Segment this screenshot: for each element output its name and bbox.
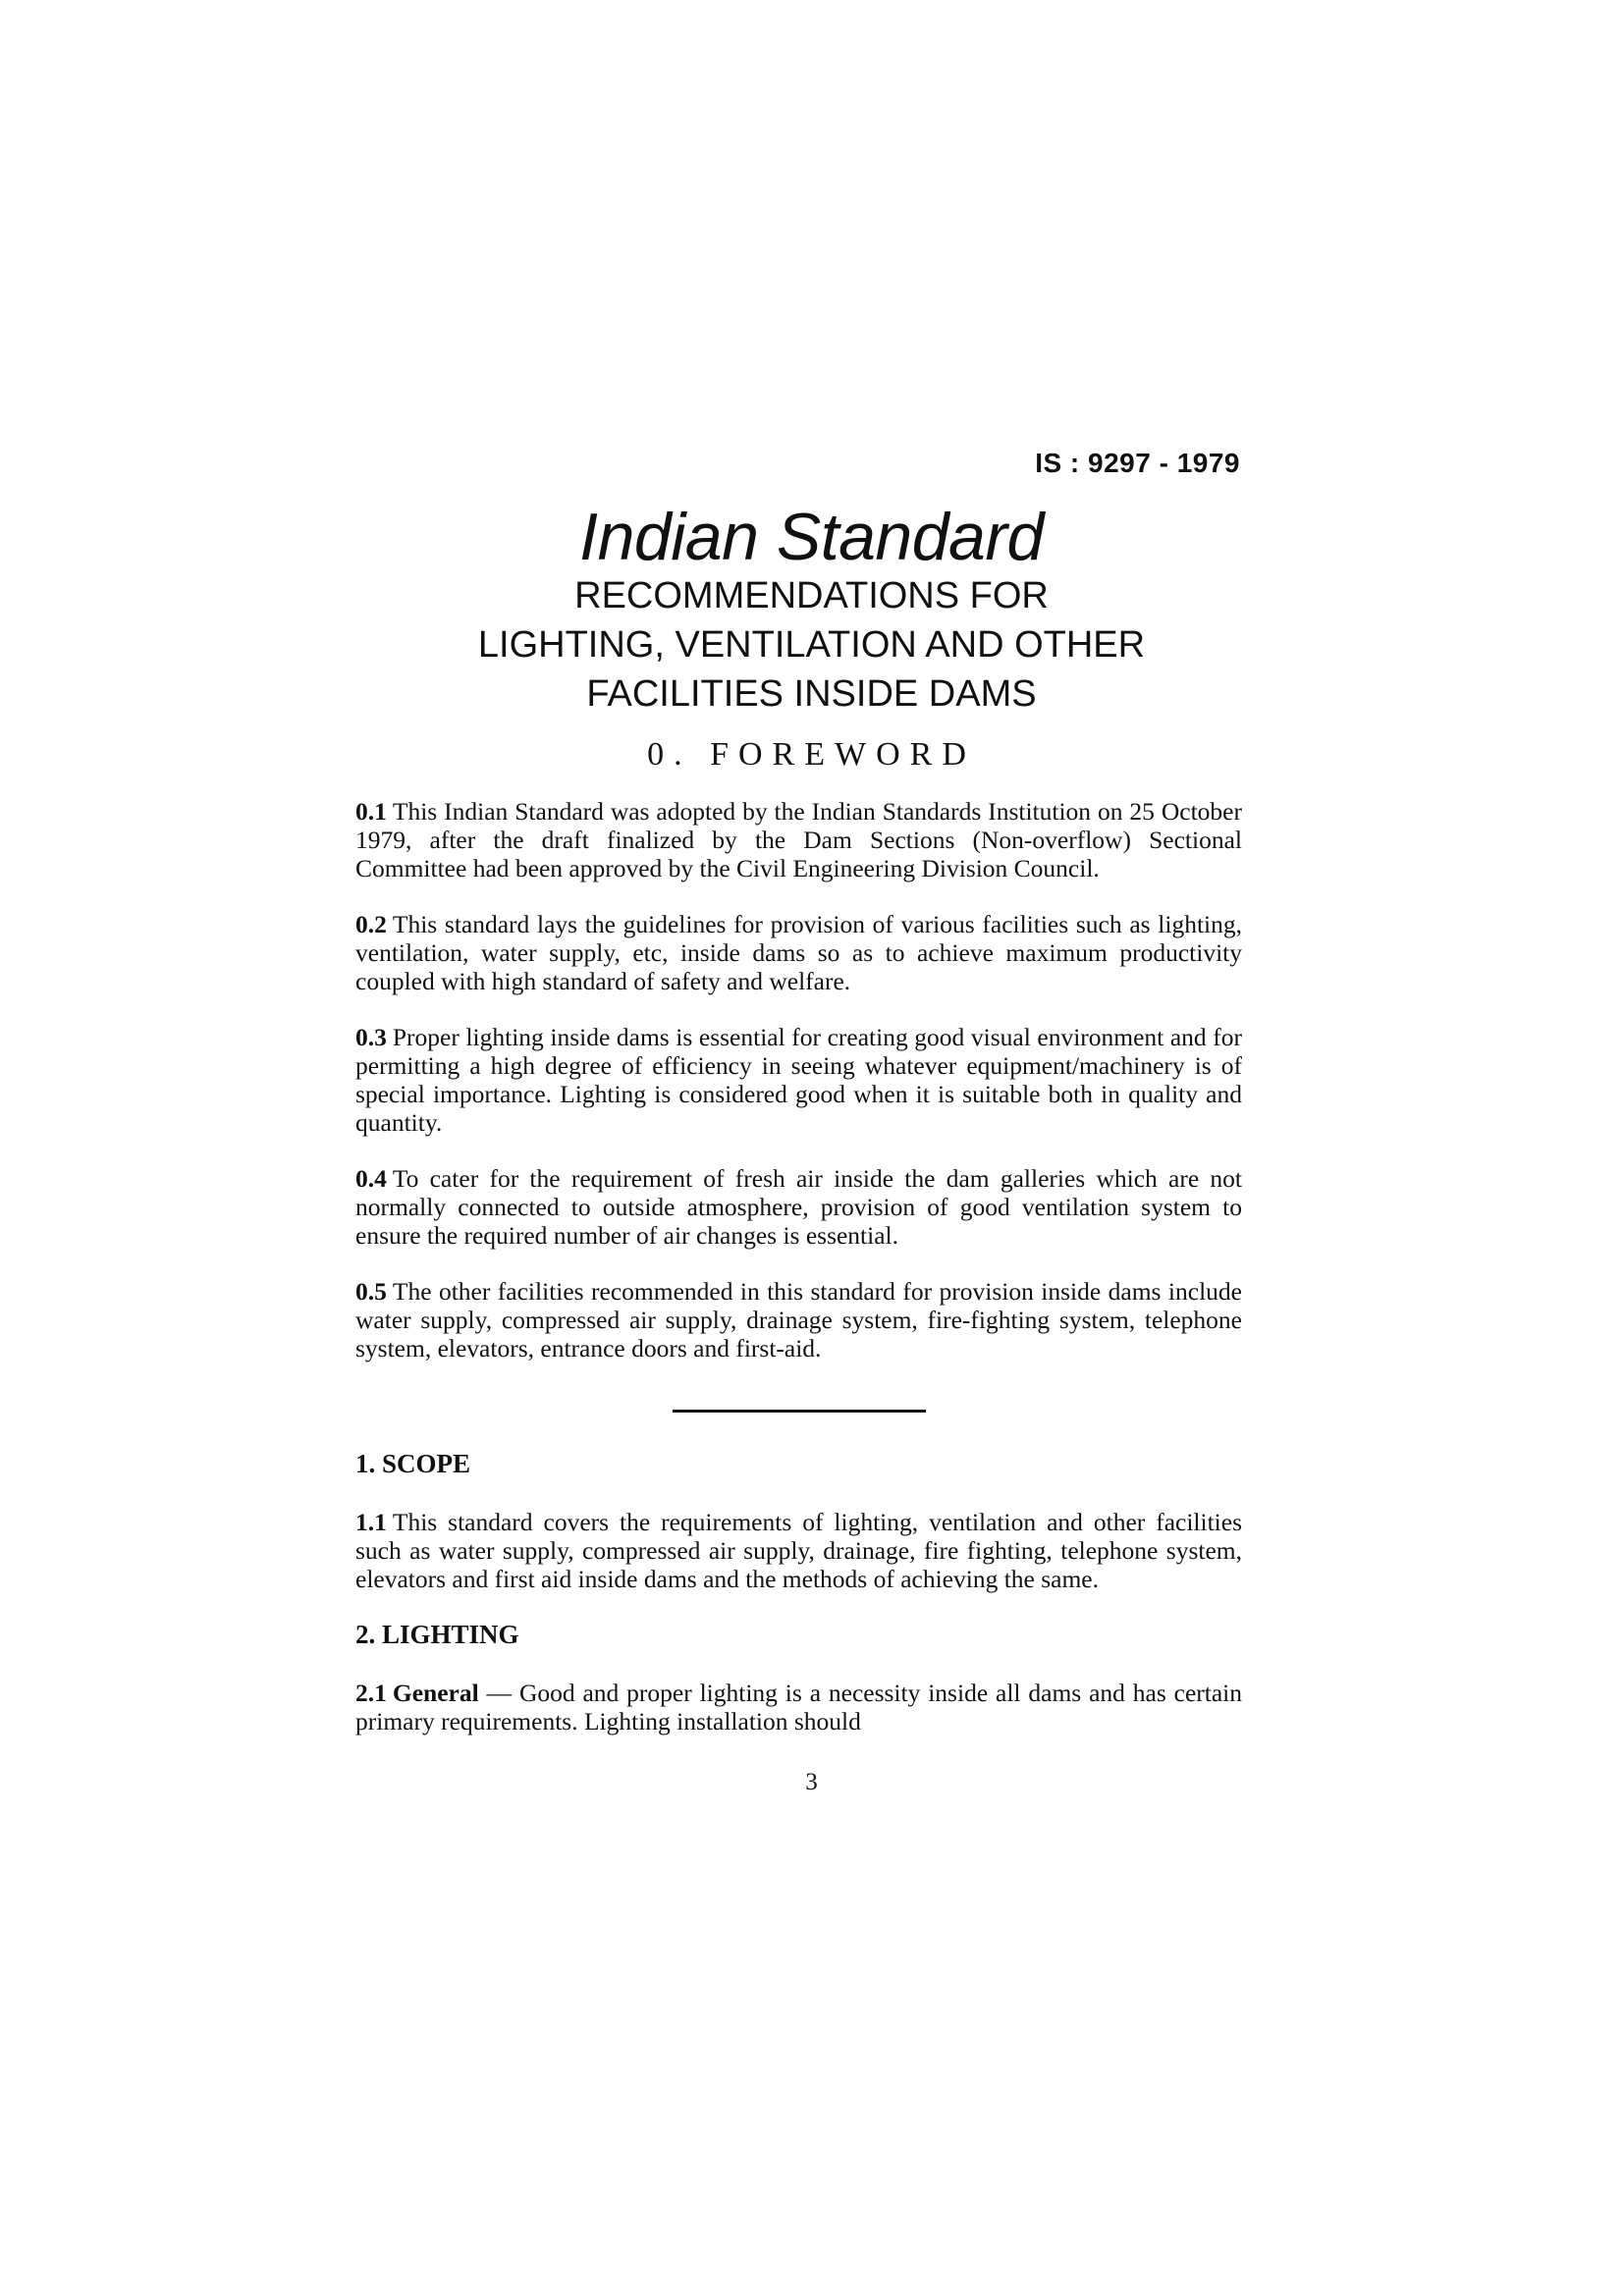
scope-paragraph xyxy=(355,1508,1242,1593)
section-divider xyxy=(673,1410,926,1413)
foreword-paragraph xyxy=(355,910,1242,995)
clause-number: 0.1 xyxy=(355,797,387,826)
clause-number: 2.1 xyxy=(355,1679,387,1707)
clause-number: 0.2 xyxy=(355,910,387,938)
foreword-paragraph xyxy=(355,1023,1242,1137)
foreword-paragraph xyxy=(355,797,1242,882)
brand-title: Indian Standard xyxy=(579,500,1044,574)
clause-number: 0.4 xyxy=(355,1164,387,1193)
em-dash: — xyxy=(478,1679,519,1707)
title-line: FACILITIES INSIDE DAMS xyxy=(586,673,1037,715)
clause-text: To cater for the requirement of fresh air inside the dam galleries which are not normally connected to outside atmosphere, provision of good ventilation system to ensure the required number of air changes is essential. xyxy=(355,1164,1242,1250)
clause-text: The other facilities recommended in this standard for provision inside dams include water supply, compressed air supply, drainage system, fire-fighting system, telephone system, elevators, entrance doors and first-aid. xyxy=(355,1277,1242,1362)
clause-text: This standard covers the requirements of lighting, ventilation and other facilities such as water supply, compressed air supply, drainage, fire fighting, telephone system, elevators and first aid inside dams and the methods of achieving the same. xyxy=(355,1508,1242,1593)
clause-number: 1.1 xyxy=(355,1508,387,1536)
clause-text: Proper lighting inside dams is essential for creating good visual environment and for permitting a high degree of efficiency in seeing whatever equipment/machinery is of special importance. Lighting is considered good when it is suitable both in quality and quantity. xyxy=(355,1023,1242,1137)
clause-text: This Indian Standard was adopted by the Indian Standards Institution on 25 October 1979, after the draft finalized by the Dam Sections (Non-overflow) Sectional Committee had been approved by the Civil Engineering Division Council. xyxy=(355,797,1242,882)
clause-text: Good and proper lighting is a necessity inside all dams and has certain primary requirements. Lighting installation should xyxy=(355,1679,1242,1735)
clause-text: This standard lays the guidelines for provision of various facilities such as lighting, ventilation, water supply, etc, inside dams so as to achieve maximum productivity coupled with high standard of safety and welfare. xyxy=(355,910,1242,995)
title-line: LIGHTING, VENTILATION AND OTHER xyxy=(477,624,1146,666)
lighting-paragraph xyxy=(355,1679,1242,1735)
clause-number: 0.5 xyxy=(355,1277,387,1306)
clause-subheading: General xyxy=(392,1679,479,1707)
document-title xyxy=(0,571,1623,719)
page-number: 3 xyxy=(805,1769,818,1795)
lighting-heading: 2. LIGHTING xyxy=(355,1620,519,1649)
body-content xyxy=(355,797,1242,1763)
standard-number: IS : 9297 - 1979 xyxy=(1035,448,1240,478)
foreword-heading: 0. FOREWORD xyxy=(647,736,976,773)
title-line: RECOMMENDATIONS FOR xyxy=(574,575,1049,616)
scope-heading: 1. SCOPE xyxy=(355,1449,471,1478)
foreword-paragraph xyxy=(355,1164,1242,1250)
foreword-paragraph xyxy=(355,1277,1242,1362)
clause-number: 0.3 xyxy=(355,1023,387,1051)
